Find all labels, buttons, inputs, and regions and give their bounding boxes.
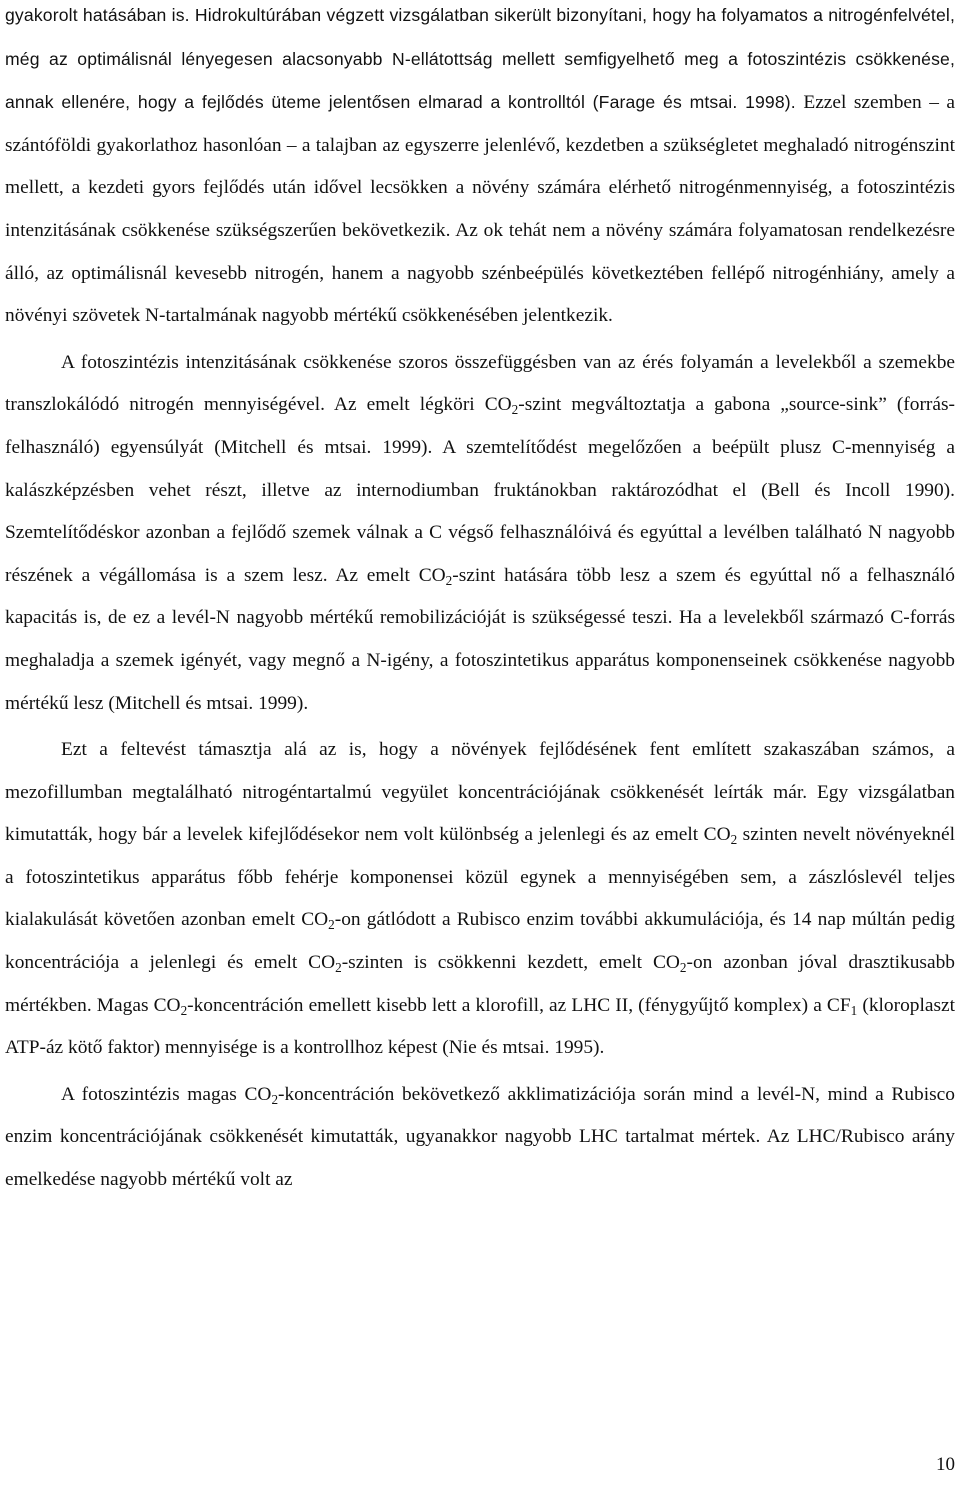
subscript: 2 (180, 1002, 188, 1018)
text-run: A fotoszintézis magas CO (61, 1083, 272, 1105)
text-run: -szinten is csökkenni kezdett, emelt CO (341, 952, 680, 974)
text-run: Ezt a feltevést támasztja alá az is, hogy a növények fejlődésének fent említett szakaszában számos, a mezofillumban megtalálható nitrogéntartalmú vegyület koncentrációjának csökkenését leírták már. Egy vizsgálatban kimutatták, hogy bár a levelek kifejlődésekor nem volt különbség a jelenlegi és az emelt CO (5, 739, 955, 846)
document-page (5, 0, 955, 1202)
subscript: 2 (511, 402, 519, 418)
subscript: 2 (335, 960, 342, 976)
paragraph-1 (5, 0, 955, 338)
subscript: 2 (271, 1091, 279, 1107)
text-run: -koncentráción bekövetkező akklimatizációja során mind a levél-N, mind a Rubisco enzim koncentrációjának csökkenését kimutatták, ugyanakkor nagyobb LHC tartalmat mértek. Az LHC/Rubisco arány emelkedése nagyobb mértékű volt az (5, 1083, 955, 1191)
text-run: -szint megváltoztatja a gabona „source-sink” (forrás-felhasználó) egyensúlyát (Mitchell és mtsai. 1999). A szemtelítődést megelőzően a beépült plusz C-mennyiség a kalászképzésben vehet részt, illetve az internodiumban fruktánokban raktározódhat el (Bell és Incoll 1990). Szemtelítődéskor azonban a fejlődő szemek válnak a C végső felhasználóivá és egyúttal a levélben található N nagyobb részének a végállomása is a szem lesz. Az emelt CO (5, 394, 955, 586)
text-run: -koncentráción emellett kisebb lett a klorofill, az LHC II, (fénygyűjtő komplex) a CF (187, 994, 851, 1016)
text-run: Ezzel szemben – a szántóföldi gyakorlathoz hasonlóan – a talajban az egyszerre jelenlévő, kezdetben a szükségletet meghaladó nitrogénszint mellett, a kezdeti gyors fejlődés után idővel lecsökken a növény számára elérhető nitrogénmennyiség, a fotoszintézis intenzitásának csökkenése szükségszerűen bekövetkezik. Az ok tehát nem a növény számára folyamatosan rendelkezésre álló, az optimálisnál kevesebb nitrogén, hanem a nagyobb szénbeépülés következtében fellépő nitrogénhiány, amely a növényi szövetek N-tartalmának nagyobb mértékű csökkenésében jelentkezik. (5, 92, 955, 327)
text-run: (kloroplaszt ATP-áz kötő faktor) mennyisége is a kontrollhoz képest (Nie és mtsai. 1995). (5, 994, 955, 1059)
text-run: szinten nevelt növényeknél a fotoszintetikus apparátus főbb fehérje komponensei közül egynek a mennyiségében sem, a zászlóslevél teljes kialakulását követően azonban emelt CO (5, 824, 955, 931)
text-run: -szint hatására több lesz a szem és egyúttal nő a felhasználó kapacitás is, de ez a levél-N nagyobb mértékű remobilizációját is szükségessé teszi. Ha a levelekből származó C-forrás meghaladja a szemek igényét, vagy megnő a N-igény, a fotoszintetikus apparátus komponenseinek csökkenése nagyobb mértékű lesz (Mitchell és mtsai. 1999). (5, 564, 955, 714)
text-run: -on gátlódott a Rubisco enzim további akkumulációja, és 14 nap múltán pedig koncentrációja a jelenlegi és emelt CO (5, 909, 955, 974)
subscript: 2 (328, 917, 335, 933)
text-run: -on azonban jóval drasztikusabb mértékben. Magas CO (5, 952, 955, 1016)
text-run: A fotoszintézis intenzitásának csökkenése szoros összefüggésben van az érés folyamán a levelekből a szemekbe transzlokálódó nitrogén mennyiségével. Az emelt légköri CO (5, 351, 955, 416)
subscript: 2 (730, 832, 738, 848)
text-run: gyakorolt hatásában is. Hidrokultúrában végzett vizsgálatban sikerült bizonyítani, hogy ha folyamatos a nitrogénfelvétel, még az optimálisnál lényegesen alacsonyabb N-ellátottság mellett semfigyelhető meg a fotoszintézis csökkenése, annak ellenére, hogy a fejlődés üteme jelentősen elmarad a kontrolltól (Farage és mtsai. 1998). (5, 5, 955, 113)
subscript: 2 (445, 572, 453, 588)
paragraph-3 (5, 729, 955, 1070)
paragraph-4 (5, 1074, 955, 1202)
subscript: 1 (850, 1002, 858, 1018)
subscript: 2 (679, 960, 687, 976)
page-number: 10 (936, 1454, 955, 1475)
paragraph-2 (5, 342, 955, 725)
